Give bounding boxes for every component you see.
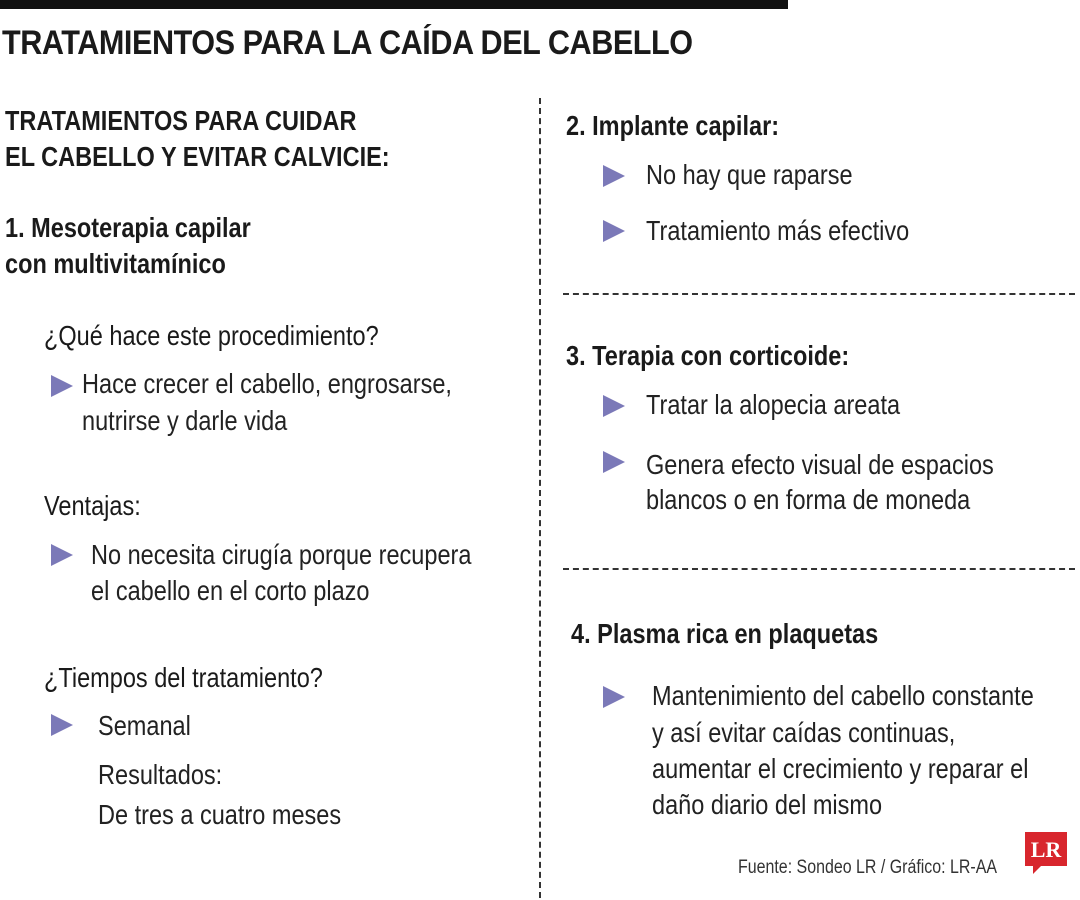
top-rule <box>0 0 788 9</box>
what-it-does-line2: nutrirse y darle vida <box>82 405 288 436</box>
advantages-line2: el cabello en el corto plazo <box>91 575 370 606</box>
lr-logo-icon <box>1023 830 1069 876</box>
frequency-value: Semanal <box>98 710 191 741</box>
treatment4-line3: aumentar el crecimiento y reparar el <box>652 753 1029 784</box>
advantages-line1: No necesita cirugía porque recupera <box>91 539 472 570</box>
section-divider-1 <box>563 293 1075 295</box>
play-triangle-icon <box>603 220 625 242</box>
page-title: TRATAMIENTOS PARA LA CAÍDA DEL CABELLO <box>2 24 693 62</box>
logo-text: LR <box>1030 837 1062 862</box>
results-label: Resultados: <box>98 759 223 790</box>
treatment1-title-line2: con multivitamínico <box>5 248 226 279</box>
treatment2-item1: No hay que raparse <box>646 159 853 190</box>
play-triangle-icon <box>603 451 625 473</box>
treatment3-title: 3. Terapia con corticoide: <box>566 340 850 371</box>
column-divider <box>539 98 541 898</box>
question-what-it-does: ¿Qué hace este procedimiento? <box>44 320 379 351</box>
treatment3-item2-line2: blancos o en forma de moneda <box>646 484 971 515</box>
treatment4-line1: Mantenimiento del cabello constante <box>652 680 1034 711</box>
results-value: De tres a cuatro meses <box>98 799 342 830</box>
treatment-time-question: ¿Tiempos del tratamiento? <box>44 662 323 693</box>
play-triangle-icon <box>603 165 625 187</box>
advantages-heading: Ventajas: <box>44 490 141 521</box>
play-triangle-icon <box>51 714 73 736</box>
treatment4-title: 4. Plasma rica en plaquetas <box>571 618 879 649</box>
play-triangle-icon <box>603 686 625 708</box>
what-it-does-line1: Hace crecer el cabello, engrosarse, <box>82 368 452 399</box>
source-credit: Fuente: Sondeo LR / Gráfico: LR-AA <box>738 857 998 878</box>
play-triangle-icon <box>603 395 625 417</box>
intro-heading-line2: EL CABELLO Y EVITAR CALVICIE: <box>5 141 390 172</box>
section-divider-2 <box>563 568 1075 570</box>
treatment2-item2: Tratamiento más efectivo <box>646 215 910 246</box>
treatment1-title-line1: 1. Mesoterapia capilar <box>5 212 251 243</box>
treatment2-title: 2. Implante capilar: <box>566 110 780 141</box>
play-triangle-icon <box>51 375 73 397</box>
play-triangle-icon <box>51 544 73 566</box>
intro-heading-line1: TRATAMIENTOS PARA CUIDAR <box>5 105 357 136</box>
treatment3-item2-line1: Genera efecto visual de espacios <box>646 449 994 480</box>
treatment3-item1: Tratar la alopecia areata <box>646 389 901 420</box>
treatment4-line2: y así evitar caídas continuas, <box>652 717 956 748</box>
treatment4-line4: daño diario del mismo <box>652 789 883 820</box>
